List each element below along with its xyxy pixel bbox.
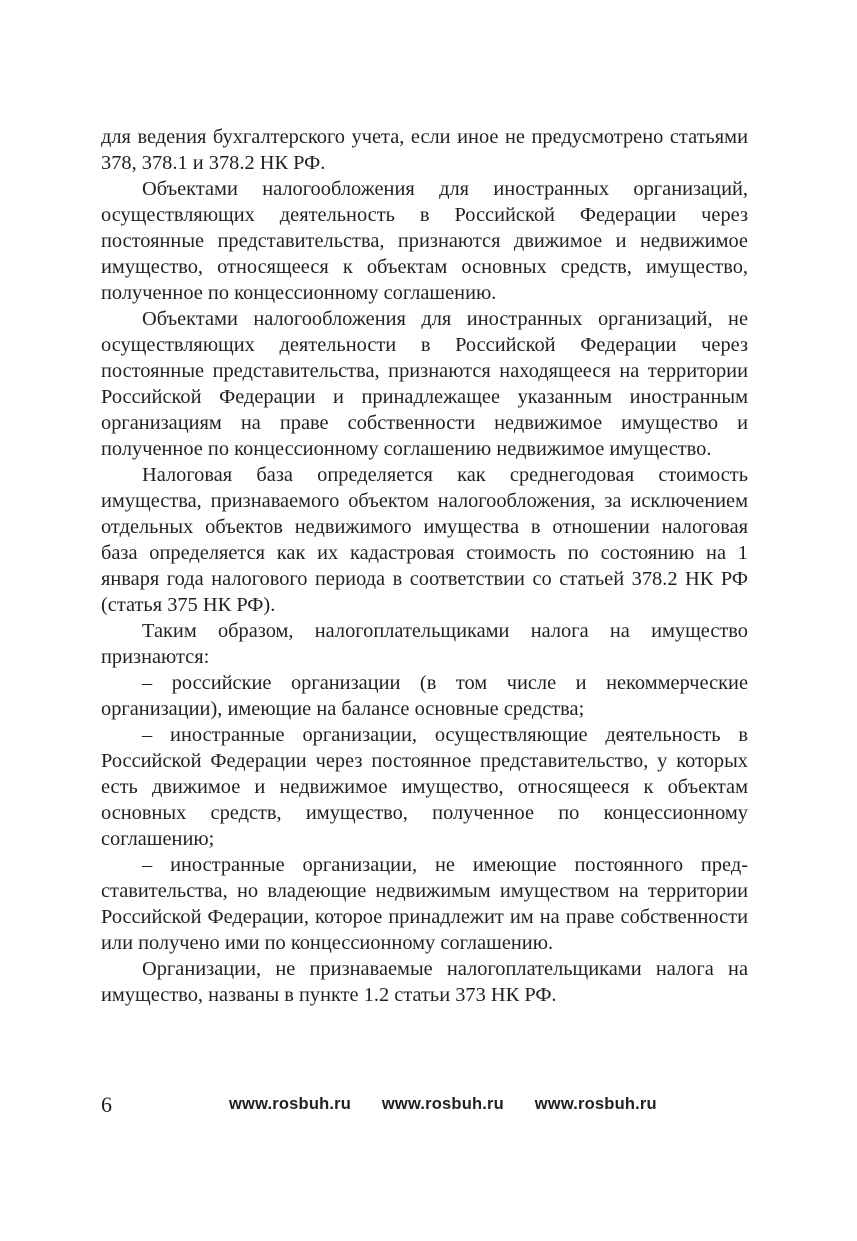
page-number: 6 — [101, 1092, 112, 1117]
list-item-foreign-with-representation: – иностранные организации, осуществляющие деятельность в Российской Федерации через постоянное представительство, у которых есть движимое и недвижимое имущество, относящееся к объектам основных средств, имущество, полученное по концессионному соглашению; — [101, 724, 748, 850]
list-item-russian-organizations: – российские организации (в том числе и некоммерческие организации), имеющие на балансе основные средства; — [101, 672, 748, 720]
paragraph-taxpayers-intro: Таким образом, налогоплательщиками налога на имущество признаются: — [101, 620, 748, 668]
page-body-text — [101, 124, 748, 1008]
paragraph-non-taxpayers: Организации, не признаваемые налогоплательщиками налога на имущество, названы в пункте 1.2 статьи 373 НК РФ. — [101, 958, 748, 1006]
paragraph-tax-base: Налоговая база определяется как среднегодовая стоимость имущества, признаваемого объектом налогообложения, за исключением отдельных объектов недвижимого имущества в отношении налоговая база определяется как их кадастровая стоимость по состоянию на 1 января года налогового периода в соответствии со статьей 378.2 НК РФ (статья 375 НК РФ). — [101, 464, 748, 616]
footer-link[interactable]: www.rosbuh.ru — [534, 1095, 657, 1113]
list-item-foreign-without-representation: – иностранные организации, не имеющие постоянного представительства, но владеющие недвижимым имуществом на территории Российской Федерации, которое принадлежит им на праве собственности или получено ими по концессионному соглашению. — [101, 854, 748, 954]
paragraph-continuation: для ведения бухгалтерского учета, если иное не предусмотрено статьями 378, 378.1 и 378.2 НК РФ. — [101, 126, 748, 174]
footer-link[interactable]: www.rosbuh.ru — [229, 1095, 352, 1113]
paragraph-foreign-with-representation: Объектами налогообложения для иностранных организаций, осуществляющих деятельность в Российской Федерации через постоянные представительства, признаются движимое и недвижимое имущество, относящееся к объектам основных средств, имущество, полученное по концессионному соглашению. — [101, 178, 748, 304]
footer-links — [229, 1095, 657, 1114]
page-footer — [101, 1092, 748, 1120]
footer-link[interactable]: www.rosbuh.ru — [381, 1095, 504, 1113]
paragraph-foreign-without-representation: Объектами налогообложения для иностранных организаций, не осуществляющих деятельности в Российской Федерации через постоянные представительства, признаются находящееся на территории Российской Федерации и принадлежащее указанным иностранным организациям на праве собственности недвижимое имущество и полученное по концессионному соглашению недвижимое имущество. — [101, 308, 748, 460]
